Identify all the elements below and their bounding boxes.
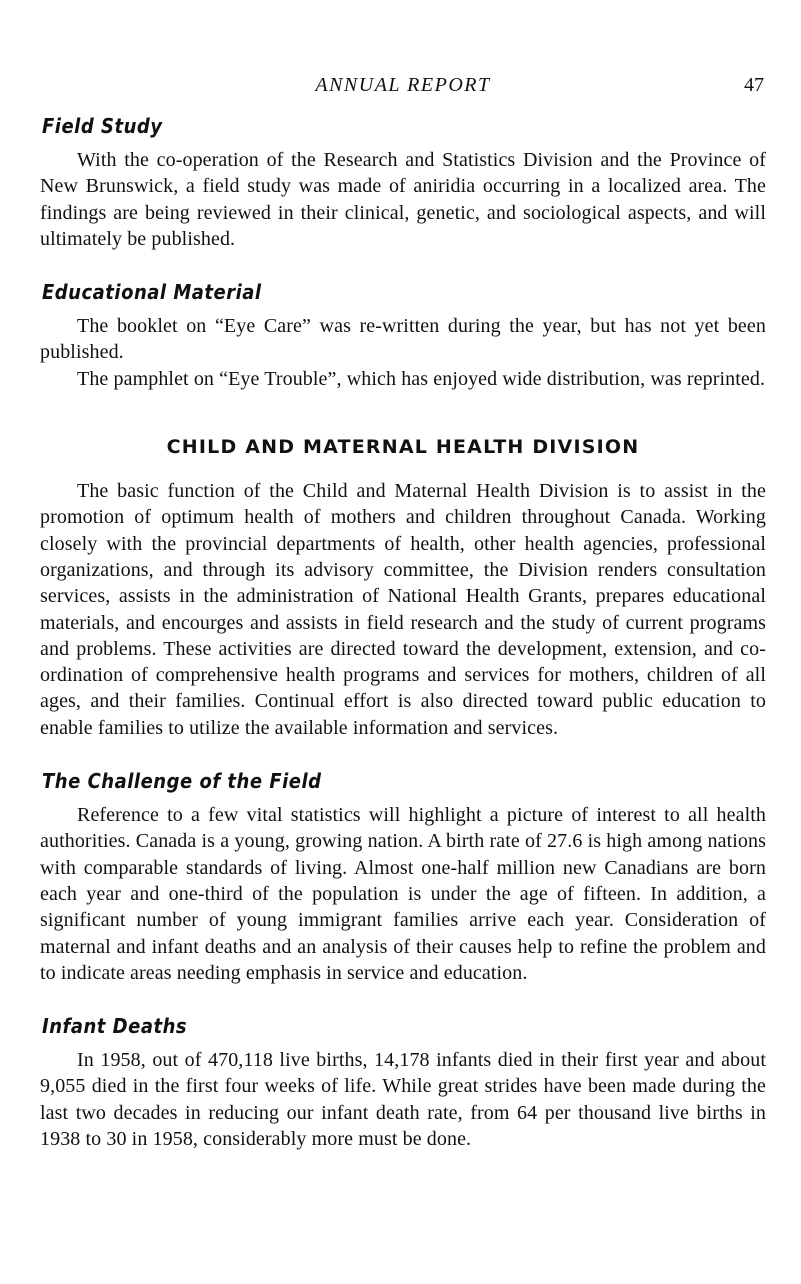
section-educational-material (40, 282, 766, 392)
division-heading: CHILD AND MATERNAL HEALTH DIVISION (166, 436, 640, 459)
page-number: 47 (744, 74, 764, 96)
field-study-heading: Field Study (42, 114, 163, 139)
running-title: ANNUAL REPORT (315, 74, 491, 96)
section-division (40, 436, 766, 741)
field-study-paragraph: With the co-operation of the Research and Statistics Division and the Province of New Brunswick, a field study was made of aniridia occurring in a localized area. The findings are being reviewed in their clinical, genetic, and sociological aspects, and will ultimately be published. (40, 149, 766, 250)
section-infant-deaths (40, 1016, 766, 1152)
infant-deaths-paragraph: In 1958, out of 470,118 live births, 14,178 infants died in their first year and about 9,055 died in the first four weeks of life. While great strides have been made during the last two decades in reducing our infant death rate, from 64 per thousand live births in 1938 to 30 in 1958, considerably more must be done. (40, 1049, 766, 1151)
educational-material-paragraph-2: The pamphlet on “Eye Trouble”, which has enjoyed wide distribution, was reprinted. (77, 367, 766, 390)
challenge-paragraph: Reference to a few vital statistics will highlight a picture of interest to all health authorities. Canada is a young, growing nation. A birth rate of 27.6 is high among nations with comparable standards of living. Almost one-half million new Canadians are born each year and one-third of the population is under the age of fifteen. In addition, a significant number of young immigrant families arrive each year. Consideration of maternal and infant deaths and an analysis of their causes help to refine the problem and to indicate areas needing emphasis in service and education. (40, 804, 766, 984)
division-paragraph: The basic function of the Child and Maternal Health Division is to assist in the promotion of optimum health of mothers and children throughout Canada. Working closely with the provincial departments of health, other health agencies, professional organizations, and through its advisory committee, the Division renders consultation services, assists in the administration of National Health Grants, prepares educational materials, and encourges and assists in field research and the study of current programs and problems. These activities are directed toward the development, extension, and co-ordination of comprehensive health programs and services for mothers, children of all ages, and their families. Continual effort is also directed toward public education to enable families to utilize the available information and services. (40, 480, 766, 739)
educational-material-paragraph-1: The booklet on “Eye Care” was re-written during the year, but has not yet been published. (40, 315, 766, 364)
running-header (40, 72, 766, 102)
report-page (40, 72, 766, 1182)
educational-material-heading: Educational Material (42, 280, 262, 305)
challenge-heading: The Challenge of the Field (42, 769, 322, 794)
infant-deaths-heading: Infant Deaths (42, 1014, 188, 1039)
section-challenge (40, 771, 766, 986)
section-field-study (40, 116, 766, 252)
